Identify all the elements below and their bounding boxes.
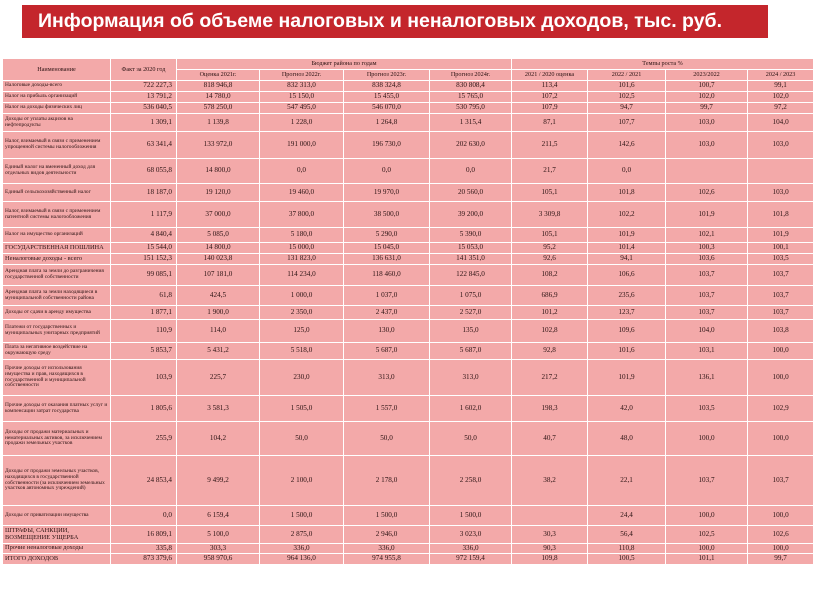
- cell-budget: 424,5: [177, 286, 260, 306]
- cell-budget: 50,0: [344, 422, 430, 456]
- table-row: [3, 526, 814, 544]
- cell-growth: 101,8: [748, 202, 814, 228]
- row-name: Прочие неналоговые доходы: [3, 544, 111, 554]
- cell-growth: 90,3: [512, 544, 588, 554]
- cell-growth: 103,8: [748, 320, 814, 343]
- cell-budget: 336,0: [430, 544, 512, 554]
- cell-budget: 832 313,0: [260, 81, 344, 92]
- row-name: Платежи от государственных и муниципальных унитарных предприятий: [3, 320, 111, 343]
- table-row: [3, 114, 814, 132]
- cell-growth: 102,0: [666, 92, 748, 103]
- cell-growth: 100,5: [588, 554, 666, 565]
- cell-growth: 101,9: [666, 202, 748, 228]
- cell-growth: 107,2: [512, 92, 588, 103]
- row-name: Налог на имущество организаций: [3, 228, 111, 243]
- cell-budget: 19 970,0: [344, 184, 430, 202]
- row-name: Единый налог на вмененный доход для отдельных видов деятельности: [3, 159, 111, 184]
- cell-growth: 211,5: [512, 132, 588, 159]
- row-name: Прочие доходы от оказания платных услуг и компенсации затрат государства: [3, 396, 111, 422]
- cell-budget: 1 557,0: [344, 396, 430, 422]
- cell-growth: 103,7: [748, 265, 814, 286]
- cell-budget: 37 800,0: [260, 202, 344, 228]
- cell-growth: 105,1: [512, 228, 588, 243]
- cell-budget: 15 455,0: [344, 92, 430, 103]
- cell-fact: 5 853,7: [111, 343, 177, 360]
- cell-budget: 313,0: [430, 360, 512, 396]
- cell-budget: 15 150,0: [260, 92, 344, 103]
- cell-growth: 123,7: [588, 306, 666, 320]
- cell-growth: 102,2: [588, 202, 666, 228]
- cell-fact: 18 187,0: [111, 184, 177, 202]
- cell-budget: 14 800,0: [177, 243, 260, 254]
- cell-fact: 13 791,2: [111, 92, 177, 103]
- cell-growth: 100,0: [748, 544, 814, 554]
- cell-budget: 830 808,4: [430, 81, 512, 92]
- table-row: [3, 422, 814, 456]
- cell-budget: 3 581,3: [177, 396, 260, 422]
- row-name: Налоговые доходы-всего: [3, 81, 111, 92]
- cell-growth: 100,0: [748, 343, 814, 360]
- header-budget-col: Прогноз 2022г.: [260, 70, 344, 81]
- cell-fact: 722 227,3: [111, 81, 177, 92]
- cell-budget: 1 505,0: [260, 396, 344, 422]
- row-name: Доходы от сдачи в аренду имущества: [3, 306, 111, 320]
- table-row: [3, 360, 814, 396]
- cell-growth: 22,1: [588, 456, 666, 506]
- cell-budget: 2 258,0: [430, 456, 512, 506]
- cell-budget: 15 045,0: [344, 243, 430, 254]
- cell-budget: 14 800,0: [177, 159, 260, 184]
- cell-growth: 100,0: [666, 544, 748, 554]
- cell-budget: 225,7: [177, 360, 260, 396]
- cell-growth: 92,8: [512, 343, 588, 360]
- cell-growth: 100,0: [666, 506, 748, 526]
- cell-growth: 113,4: [512, 81, 588, 92]
- header-growth-col: 2022 / 2021: [588, 70, 666, 81]
- cell-budget: 1 900,0: [177, 306, 260, 320]
- cell-budget: 2 527,0: [430, 306, 512, 320]
- cell-fact: 4 840,4: [111, 228, 177, 243]
- cell-budget: 39 200,0: [430, 202, 512, 228]
- cell-budget: 972 159,4: [430, 554, 512, 565]
- cell-growth: 102,6: [748, 526, 814, 544]
- cell-growth: 686,9: [512, 286, 588, 306]
- cell-budget: 133 972,0: [177, 132, 260, 159]
- cell-budget: 114,0: [177, 320, 260, 343]
- row-name: Доходы от продажи земельных участков, находящихся в государственной собственности (за исключением земельных участков автономных учреждений): [3, 456, 111, 506]
- row-name: Налог, взимаемый в связи с применением упрощенной системы налогообложения: [3, 132, 111, 159]
- cell-growth: 92,6: [512, 254, 588, 265]
- cell-budget: 1 228,0: [260, 114, 344, 132]
- cell-budget: 118 460,0: [344, 265, 430, 286]
- cell-budget: 964 136,0: [260, 554, 344, 565]
- cell-growth: 102,8: [512, 320, 588, 343]
- cell-budget: 122 845,0: [430, 265, 512, 286]
- cell-growth: 109,8: [512, 554, 588, 565]
- cell-budget: 303,3: [177, 544, 260, 554]
- cell-budget: 5 180,0: [260, 228, 344, 243]
- cell-growth: 101,9: [588, 360, 666, 396]
- cell-budget: 336,0: [344, 544, 430, 554]
- cell-growth: 217,2: [512, 360, 588, 396]
- cell-growth: 21,7: [512, 159, 588, 184]
- cell-budget: 3 023,0: [430, 526, 512, 544]
- cell-budget: 131 823,0: [260, 254, 344, 265]
- cell-budget: 15 765,0: [430, 92, 512, 103]
- cell-fact: 99 085,1: [111, 265, 177, 286]
- cell-growth: 99,7: [666, 103, 748, 114]
- cell-budget: 5 518,0: [260, 343, 344, 360]
- cell-growth: 101,6: [588, 343, 666, 360]
- table-row: [3, 92, 814, 103]
- table-row: [3, 184, 814, 202]
- cell-growth: 101,8: [588, 184, 666, 202]
- cell-budget: 136 631,0: [344, 254, 430, 265]
- cell-fact: 873 379,6: [111, 554, 177, 565]
- cell-growth: 103,5: [748, 254, 814, 265]
- cell-budget: 0,0: [344, 159, 430, 184]
- cell-growth: 87,1: [512, 114, 588, 132]
- cell-budget: 38 500,0: [344, 202, 430, 228]
- cell-growth: 102,0: [748, 92, 814, 103]
- cell-growth: 101,6: [588, 81, 666, 92]
- header-budget-group: Бюджет района по годам: [177, 59, 512, 70]
- cell-budget: 5 390,0: [430, 228, 512, 243]
- cell-budget: 130,0: [344, 320, 430, 343]
- row-name: Доходы от уплаты акцизов на нефтепродукты: [3, 114, 111, 132]
- table-row: [3, 456, 814, 506]
- cell-budget: 141 351,0: [430, 254, 512, 265]
- cell-budget: 14 780,0: [177, 92, 260, 103]
- cell-growth: 102,5: [666, 526, 748, 544]
- cell-fact: 255,9: [111, 422, 177, 456]
- cell-fact: 24 853,4: [111, 456, 177, 506]
- revenue-table-container: [2, 58, 813, 565]
- cell-growth: 102,5: [588, 92, 666, 103]
- cell-growth: 100,0: [666, 422, 748, 456]
- cell-growth: 103,7: [748, 306, 814, 320]
- cell-growth: 99,7: [748, 554, 814, 565]
- cell-growth: 103,0: [748, 184, 814, 202]
- cell-budget: 313,0: [344, 360, 430, 396]
- table-row: [3, 554, 814, 565]
- cell-fact: 16 809,1: [111, 526, 177, 544]
- cell-growth: 40,7: [512, 422, 588, 456]
- cell-budget: 5 687,0: [344, 343, 430, 360]
- cell-budget: 19 460,0: [260, 184, 344, 202]
- cell-growth: 103,0: [666, 132, 748, 159]
- cell-growth: 103,7: [748, 286, 814, 306]
- cell-growth: [748, 159, 814, 184]
- cell-growth: 110,8: [588, 544, 666, 554]
- cell-fact: 110,9: [111, 320, 177, 343]
- cell-budget: 125,0: [260, 320, 344, 343]
- cell-budget: 191 000,0: [260, 132, 344, 159]
- cell-budget: 37 000,0: [177, 202, 260, 228]
- cell-growth: 103,7: [666, 306, 748, 320]
- cell-growth: 102,9: [748, 396, 814, 422]
- cell-budget: 0,0: [260, 159, 344, 184]
- cell-fact: 0,0: [111, 506, 177, 526]
- cell-budget: 196 730,0: [344, 132, 430, 159]
- header-growth-group: Темпы роста %: [512, 59, 814, 70]
- cell-budget: 2 350,0: [260, 306, 344, 320]
- cell-growth: 104,0: [666, 320, 748, 343]
- cell-growth: 103,7: [666, 456, 748, 506]
- row-name: Плата за негативное воздействие на окружающую среду: [3, 343, 111, 360]
- cell-budget: 5 290,0: [344, 228, 430, 243]
- cell-growth: 24,4: [588, 506, 666, 526]
- cell-budget: 336,0: [260, 544, 344, 554]
- cell-budget: 140 023,8: [177, 254, 260, 265]
- cell-fact: 61,8: [111, 286, 177, 306]
- cell-fact: 335,8: [111, 544, 177, 554]
- cell-budget: 1 500,0: [344, 506, 430, 526]
- cell-budget: 958 970,6: [177, 554, 260, 565]
- cell-growth: 107,9: [512, 103, 588, 114]
- cell-growth: 101,9: [588, 228, 666, 243]
- cell-fact: 68 055,8: [111, 159, 177, 184]
- cell-budget: 0,0: [430, 159, 512, 184]
- cell-budget: 578 250,0: [177, 103, 260, 114]
- cell-growth: 101,2: [512, 306, 588, 320]
- cell-growth: 48,0: [588, 422, 666, 456]
- cell-budget: 50,0: [260, 422, 344, 456]
- table-row: [3, 544, 814, 554]
- cell-budget: 5 687,0: [430, 343, 512, 360]
- cell-growth: 42,0: [588, 396, 666, 422]
- cell-growth: 103,7: [666, 265, 748, 286]
- cell-budget: 1 602,0: [430, 396, 512, 422]
- cell-growth: 100,0: [748, 422, 814, 456]
- cell-growth: 94,7: [588, 103, 666, 114]
- cell-budget: 2 946,0: [344, 526, 430, 544]
- cell-fact: 1 877,1: [111, 306, 177, 320]
- cell-growth: 100,3: [666, 243, 748, 254]
- cell-growth: 100,0: [748, 506, 814, 526]
- cell-budget: 2 875,0: [260, 526, 344, 544]
- cell-fact: 1 309,1: [111, 114, 177, 132]
- cell-budget: 15 053,0: [430, 243, 512, 254]
- cell-growth: 99,1: [748, 81, 814, 92]
- header-growth-col: 2023/2022: [666, 70, 748, 81]
- cell-budget: 838 324,8: [344, 81, 430, 92]
- cell-growth: [666, 159, 748, 184]
- cell-growth: 95,2: [512, 243, 588, 254]
- cell-fact: 1 117,9: [111, 202, 177, 228]
- cell-growth: 94,1: [588, 254, 666, 265]
- cell-growth: 103,0: [748, 132, 814, 159]
- cell-budget: 50,0: [430, 422, 512, 456]
- cell-budget: 1 037,0: [344, 286, 430, 306]
- cell-budget: 107 181,0: [177, 265, 260, 286]
- table-row: [3, 228, 814, 243]
- cell-budget: 135,0: [430, 320, 512, 343]
- cell-budget: 5 100,0: [177, 526, 260, 544]
- row-name: Доходы от продажи материальных и нематериальных активов, за исключением продажи земельных участков: [3, 422, 111, 456]
- cell-growth: 100,1: [748, 243, 814, 254]
- cell-growth: 103,1: [666, 343, 748, 360]
- cell-budget: 1 264,8: [344, 114, 430, 132]
- header-growth-col: 2021 / 2020 оценка: [512, 70, 588, 81]
- header-fact: Факт за 2020 год: [111, 59, 177, 81]
- table-row: [3, 103, 814, 114]
- table-row: [3, 506, 814, 526]
- cell-budget: 1 000,0: [260, 286, 344, 306]
- cell-budget: 202 630,0: [430, 132, 512, 159]
- table-row: [3, 320, 814, 343]
- cell-budget: 1 500,0: [260, 506, 344, 526]
- cell-growth: 102,6: [666, 184, 748, 202]
- cell-budget: 547 495,0: [260, 103, 344, 114]
- cell-budget: 9 499,2: [177, 456, 260, 506]
- row-name: Арендная плата за земли находящиеся в муниципальной собственности района: [3, 286, 111, 306]
- cell-growth: 103,5: [666, 396, 748, 422]
- cell-growth: 97,2: [748, 103, 814, 114]
- cell-fact: 103,9: [111, 360, 177, 396]
- cell-budget: 2 100,0: [260, 456, 344, 506]
- table-row: [3, 343, 814, 360]
- table-row: [3, 81, 814, 92]
- table-row: [3, 132, 814, 159]
- cell-budget: 114 234,0: [260, 265, 344, 286]
- cell-growth: 136,1: [666, 360, 748, 396]
- cell-growth: 101,1: [666, 554, 748, 565]
- cell-growth: 109,6: [588, 320, 666, 343]
- cell-budget: 5 085,0: [177, 228, 260, 243]
- cell-growth: 105,1: [512, 184, 588, 202]
- cell-fact: 1 805,6: [111, 396, 177, 422]
- cell-budget: 818 946,8: [177, 81, 260, 92]
- row-name: Прочие доходы от использования имущества и прав, находящихся в государственной и муниципальной собственности: [3, 360, 111, 396]
- row-name: ИТОГО ДОХОДОВ: [3, 554, 111, 565]
- revenue-table: [2, 58, 814, 565]
- cell-budget: 104,2: [177, 422, 260, 456]
- cell-budget: 19 120,0: [177, 184, 260, 202]
- cell-growth: 104,0: [748, 114, 814, 132]
- cell-budget: 974 955,8: [344, 554, 430, 565]
- header-budget-col: Прогноз 2023г.: [344, 70, 430, 81]
- cell-fact: 15 544,0: [111, 243, 177, 254]
- cell-growth: 3 309,8: [512, 202, 588, 228]
- table-row: [3, 243, 814, 254]
- cell-budget: 546 070,0: [344, 103, 430, 114]
- cell-budget: 6 159,4: [177, 506, 260, 526]
- cell-budget: 15 000,0: [260, 243, 344, 254]
- row-name: Налог на прибыль организаций: [3, 92, 111, 103]
- cell-growth: 142,6: [588, 132, 666, 159]
- table-row: [3, 159, 814, 184]
- cell-growth: 100,0: [748, 360, 814, 396]
- cell-budget: 1 139,8: [177, 114, 260, 132]
- row-name: Доходы от приватизации имущества: [3, 506, 111, 526]
- cell-growth: 103,6: [666, 254, 748, 265]
- cell-budget: 2 178,0: [344, 456, 430, 506]
- cell-budget: 230,0: [260, 360, 344, 396]
- header-budget-col: Оценка 2021г.: [177, 70, 260, 81]
- cell-growth: 103,0: [666, 114, 748, 132]
- row-name: ШТРАФЫ, САНКЦИИ, ВОЗМЕЩЕНИЕ УЩЕРБА: [3, 526, 111, 544]
- cell-fact: 151 152,3: [111, 254, 177, 265]
- cell-growth: 0,0: [588, 159, 666, 184]
- page-title: Информация об объеме налоговых и неналоговых доходов, тыс. руб.: [22, 5, 768, 38]
- cell-growth: 56,4: [588, 526, 666, 544]
- header-growth-col: 2024 / 2023: [748, 70, 814, 81]
- cell-growth: 106,6: [588, 265, 666, 286]
- row-name: Налог на доходы физических лиц: [3, 103, 111, 114]
- cell-budget: 20 560,0: [430, 184, 512, 202]
- cell-growth: 101,9: [748, 228, 814, 243]
- cell-growth: 103,7: [748, 456, 814, 506]
- cell-fact: 536 040,5: [111, 103, 177, 114]
- cell-growth: 235,6: [588, 286, 666, 306]
- table-row: [3, 254, 814, 265]
- header-name: Наименование: [3, 59, 111, 81]
- cell-growth: 198,3: [512, 396, 588, 422]
- cell-growth: 107,7: [588, 114, 666, 132]
- row-name: Арендная плата за земли до разграничения государственной собственности: [3, 265, 111, 286]
- cell-fact: 63 341,4: [111, 132, 177, 159]
- cell-growth: [512, 506, 588, 526]
- cell-growth: 100,7: [666, 81, 748, 92]
- row-name: Налог, взимаемый в связи с применением патентной системы налогообложения: [3, 202, 111, 228]
- table-row: [3, 396, 814, 422]
- cell-growth: 108,2: [512, 265, 588, 286]
- cell-growth: 103,7: [666, 286, 748, 306]
- row-name: ГОСУДАРСТВЕННАЯ ПОШЛИНА: [3, 243, 111, 254]
- header-budget-col: Прогноз 2024г.: [430, 70, 512, 81]
- table-row: [3, 202, 814, 228]
- table-row: [3, 265, 814, 286]
- row-name: Неналоговые доходы - всего: [3, 254, 111, 265]
- cell-budget: 1 315,4: [430, 114, 512, 132]
- cell-budget: 5 431,2: [177, 343, 260, 360]
- cell-budget: 1 075,0: [430, 286, 512, 306]
- cell-growth: 38,2: [512, 456, 588, 506]
- row-name: Единый сельскохозяйственный налог: [3, 184, 111, 202]
- cell-growth: 30,3: [512, 526, 588, 544]
- cell-budget: 1 500,0: [430, 506, 512, 526]
- cell-growth: 102,1: [666, 228, 748, 243]
- cell-budget: 2 437,0: [344, 306, 430, 320]
- table-row: [3, 306, 814, 320]
- cell-growth: 101,4: [588, 243, 666, 254]
- cell-budget: 530 795,0: [430, 103, 512, 114]
- table-row: [3, 286, 814, 306]
